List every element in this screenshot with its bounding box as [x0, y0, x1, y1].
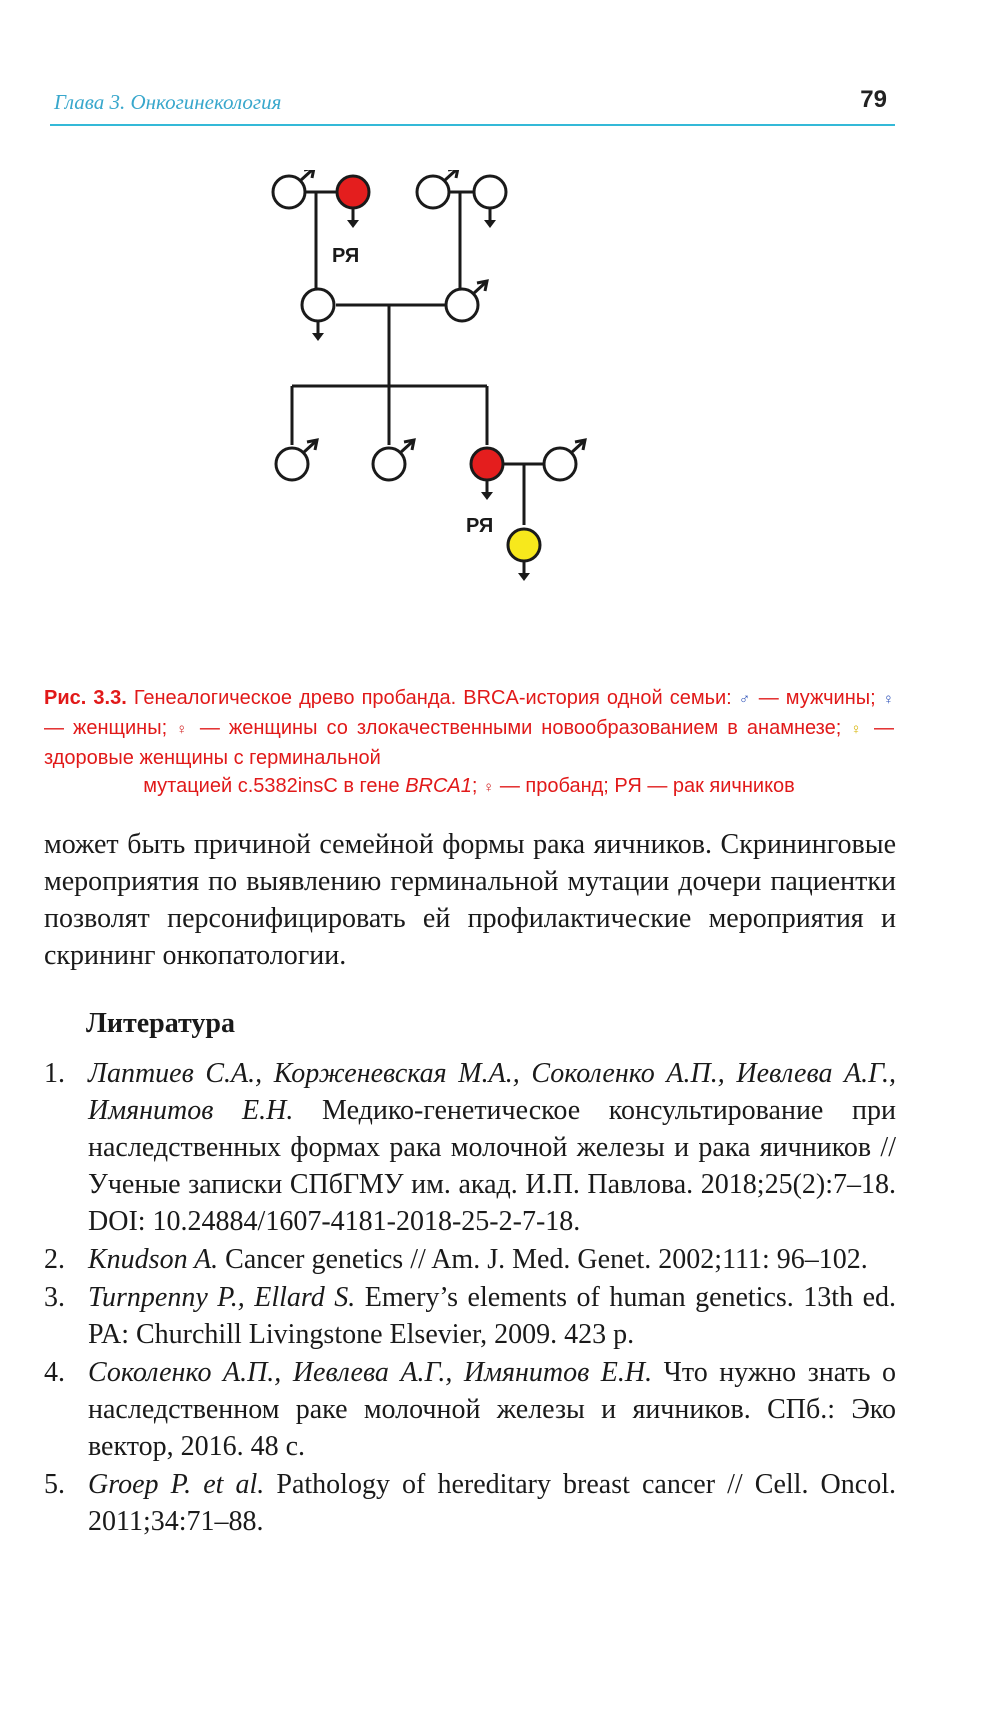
reference-list — [44, 1055, 896, 1540]
figure-caption — [44, 684, 894, 802]
affected-female-symbol — [337, 176, 369, 228]
carrier-legend-text: — здоровые женщины с герминальной — [44, 717, 895, 769]
caption-text: мутацией c.5382insC в гене — [143, 775, 406, 797]
ry-label-bottom: РЯ — [466, 515, 494, 537]
caption-text: Генеалогическое древо пробанда. BRCA-история одной семьи: — [126, 687, 732, 709]
reference-item — [44, 1241, 896, 1278]
male-symbol — [417, 170, 458, 208]
reference-authors: Turnpenny P., Ellard S. — [88, 1282, 356, 1313]
paragraph-text: может быть причиной семейной формы рака яичников. Скрининговые мероприятия по выявлению герминальной мутации дочери пациентки позволят персонифицировать ей профилактические мероприятия и скрининг онкопатологии. — [44, 829, 896, 971]
body-paragraph — [44, 826, 896, 974]
carrier-female-symbol — [508, 529, 540, 581]
reference-number: 1. — [44, 1058, 65, 1089]
reference-item — [44, 1055, 896, 1240]
female-symbol — [474, 176, 506, 228]
literature-title: Литература — [86, 1008, 235, 1039]
reference-authors: Knudson A. — [88, 1244, 219, 1275]
proband-legend-icon: ♀ — [483, 779, 495, 796]
male-legend-icon: ♂ — [738, 691, 752, 708]
reference-text: Медико-генетическое консультирование при наследственных формах рака молочной железы и рака яичников // Ученые записки СПбГМУ им. акад. И.П. Павлова. 2018;25(2):7–18. DOI: 10.24884/1607-4181-2018-25-2-7-18. — [88, 1095, 896, 1237]
reference-number: 2. — [44, 1244, 65, 1275]
reference-text: Emery’s elements of human genetics. 13th ed. PA: Churchill Livingstone Elsevier, 2009. 423 p. — [88, 1282, 896, 1350]
male-symbol — [276, 440, 317, 480]
carrier-legend-icon: ♀ — [850, 721, 866, 738]
gene-name: BRCA1 — [405, 775, 472, 797]
caption-last-line — [44, 772, 894, 802]
reference-authors: Соколенко А.П., Иевлева А.Г., Имянитов Е.Н. — [88, 1357, 653, 1388]
reference-item — [44, 1466, 896, 1540]
affected-legend-text: — женщины со злокачественными новообразованием в анамнезе; — [190, 717, 851, 739]
female-legend-icon: ♀ — [882, 691, 895, 708]
male-symbol — [544, 440, 585, 480]
pedigree-figure — [270, 170, 630, 590]
reference-item — [44, 1354, 896, 1465]
male-symbol — [446, 281, 487, 321]
reference-text: Cancer genetics // Am. J. Med. Genet. 2002;111: 96–102. — [218, 1244, 868, 1275]
page-header — [50, 84, 895, 126]
chapter-title: Глава 3. Онкогинекология — [54, 90, 282, 114]
proband-symbol — [471, 448, 503, 500]
page-number: 79 — [860, 86, 887, 113]
caption-text: — пробанд; РЯ — рак яичников — [494, 775, 795, 797]
reference-number: 4. — [44, 1357, 65, 1388]
reference-authors: Лаптиев С.А., Корженевская М.А., Соколенко А.П., Иевлева А.Г., Имянитов Е.Н. — [88, 1058, 896, 1126]
caption-label: Рис. 3.3. — [44, 687, 127, 709]
reference-item — [44, 1279, 896, 1353]
caption-text: ; — [471, 775, 484, 797]
reference-text: Pathology of hereditary breast cancer // Cell. Oncol. 2011;34:71–88. — [88, 1469, 896, 1537]
reference-text: Что нужно знать о наследственном раке молочной железы и яичников. СПб.: Эко вектор, 2016. 48 с. — [88, 1357, 896, 1462]
ry-label-top: РЯ — [332, 245, 360, 267]
reference-number: 5. — [44, 1469, 65, 1500]
reference-authors: Groep P. et al. — [88, 1469, 265, 1500]
male-legend-text: — мужчины; — [751, 687, 883, 709]
male-symbol — [373, 440, 414, 480]
affected-legend-icon: ♀ — [176, 721, 191, 738]
female-symbol — [302, 289, 334, 341]
female-legend-text: — женщины; — [44, 717, 177, 739]
male-symbol — [273, 170, 314, 208]
reference-number: 3. — [44, 1282, 65, 1313]
